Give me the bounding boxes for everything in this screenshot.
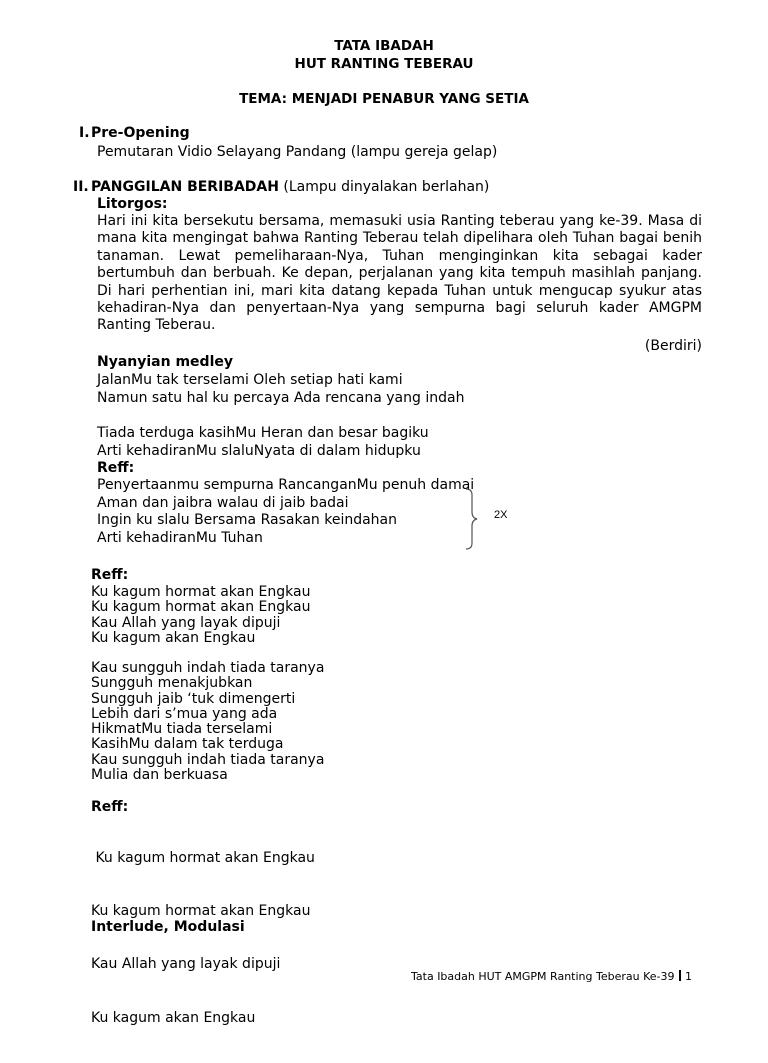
lyric-line: HikmatMu tiada terselami <box>91 721 273 738</box>
lyric-line: Ku kagum hormat akan Engkau <box>91 599 311 616</box>
song2-reff2 <box>91 814 315 1063</box>
lyric-line: Mulia dan berkuasa <box>91 767 228 784</box>
footer-text: Tata Ibadah HUT AMGPM Ranting Teberau Ke-39 <box>411 970 675 983</box>
lyric-line: Penyertaanmu sempurna RancanganMu penuh damai <box>97 477 475 493</box>
song2-reff2-label: Reff: <box>91 799 129 815</box>
lyric-line: Lebih dari s’mua yang ada <box>91 705 278 722</box>
page-number: 1 <box>684 970 692 983</box>
lyric-line: KasihMu dalam tak terduga <box>91 736 284 753</box>
lyric-line: Tiada terduga kasihMu Heran dan besar bagiku <box>97 425 429 441</box>
medley-reff <box>97 477 474 547</box>
footer-separator <box>679 970 681 981</box>
lyric-line: Kau Allah yang layak dipuji <box>91 956 281 973</box>
berdiri-note: (Berdiri) <box>644 338 702 354</box>
lyric-line: Kau Allah yang layak dipuji <box>91 614 281 631</box>
section2-number: II. <box>73 179 89 195</box>
lyric-line: Arti kehadiranMu slaluNyata di dalam hidupku <box>97 442 421 459</box>
doc-theme: TEMA: MENJADI PENABUR YANG SETIA <box>239 91 529 107</box>
lyric-line: Sungguh menakjubkan <box>91 675 253 692</box>
medley-verse2 <box>97 425 429 460</box>
lyric-line: Ingin ku slalu Bersama Rasakan keindahan <box>97 512 398 529</box>
medley-reff-label: Reff: <box>97 460 135 476</box>
section2-heading-note: (Lampu dinyalakan berlahan) <box>283 179 490 195</box>
lyric-line: Kau sungguh indah tiada taranya <box>91 751 325 768</box>
lyric-line: Ku kagum hormat akan Engkau <box>91 584 311 600</box>
section1-heading: Pre-Opening <box>91 125 190 141</box>
medley-label: Nyanyian medley <box>97 354 233 370</box>
repeat-mark: 2X <box>494 509 508 521</box>
lyric-line: Aman dan jaibra walau di jaib badai <box>97 494 349 511</box>
lyric-line: Sungguh jaib ‘tuk dimengerti <box>91 690 296 707</box>
section1-text: Pemutaran Vidio Selayang Pandang (lampu gereja gelap) <box>97 144 498 160</box>
interlude-label: Interlude, Modulasi <box>91 919 245 935</box>
litorgos-label: Litorgos: <box>97 196 168 212</box>
lyric-line: Ku kagum akan Engkau <box>91 629 256 646</box>
litorgos-text: Hari ini kita bersekutu bersama, memasuki usia Ranting teberau yang ke-39. Masa di mana kita mengingat bahwa Ranting Teberau telah dipelihara oleh Tuhan bagai benih tanaman. Lewat pemeliharaan-Nya, Tuhan menginginkan kita sebagai kader bertumbuh dan berbuah. Ke depan, perjalanan yang kita tempuh masihlah panjang. Di hari perhentian ini, mari kita datang kepada Tuhan untuk mengucap syukur atas kehadiran-Nya dan penyertaan-Nya yang sempurna bagi seluruh kader AMGPM Ranting Teberau. <box>97 213 702 334</box>
lyric-line: Kau sungguh indah tiada taranya <box>91 660 325 676</box>
medley-verse1 <box>97 372 464 407</box>
lyric-line: Ku kagum hormat akan Engkau <box>91 902 311 919</box>
song2-reff-label: Reff: <box>91 567 129 583</box>
song2-verse <box>91 661 324 783</box>
song2-reff <box>91 585 310 646</box>
section2-heading-row <box>91 179 489 195</box>
lyric-line: Namun satu hal ku percaya Ada rencana yang indah <box>97 389 465 406</box>
lyric-line: Arti kehadiranMu Tuhan <box>97 529 263 546</box>
lyric-line: Ku kagum hormat akan Engkau <box>91 849 315 866</box>
lyric-line: JalanMu tak terselami Oleh setiap hati kami <box>97 372 403 388</box>
doc-title-line1: TATA IBADAH <box>334 38 434 54</box>
section1-number: I. <box>79 125 90 141</box>
repeat-brace-icon <box>462 488 488 550</box>
lyric-line: Ku kagum akan Engkau <box>91 1009 256 1026</box>
page-footer <box>411 970 692 983</box>
doc-title-line2: HUT RANTING TEBERAU <box>294 56 474 72</box>
section2-heading: PANGGILAN BERIBADAH <box>91 179 279 195</box>
